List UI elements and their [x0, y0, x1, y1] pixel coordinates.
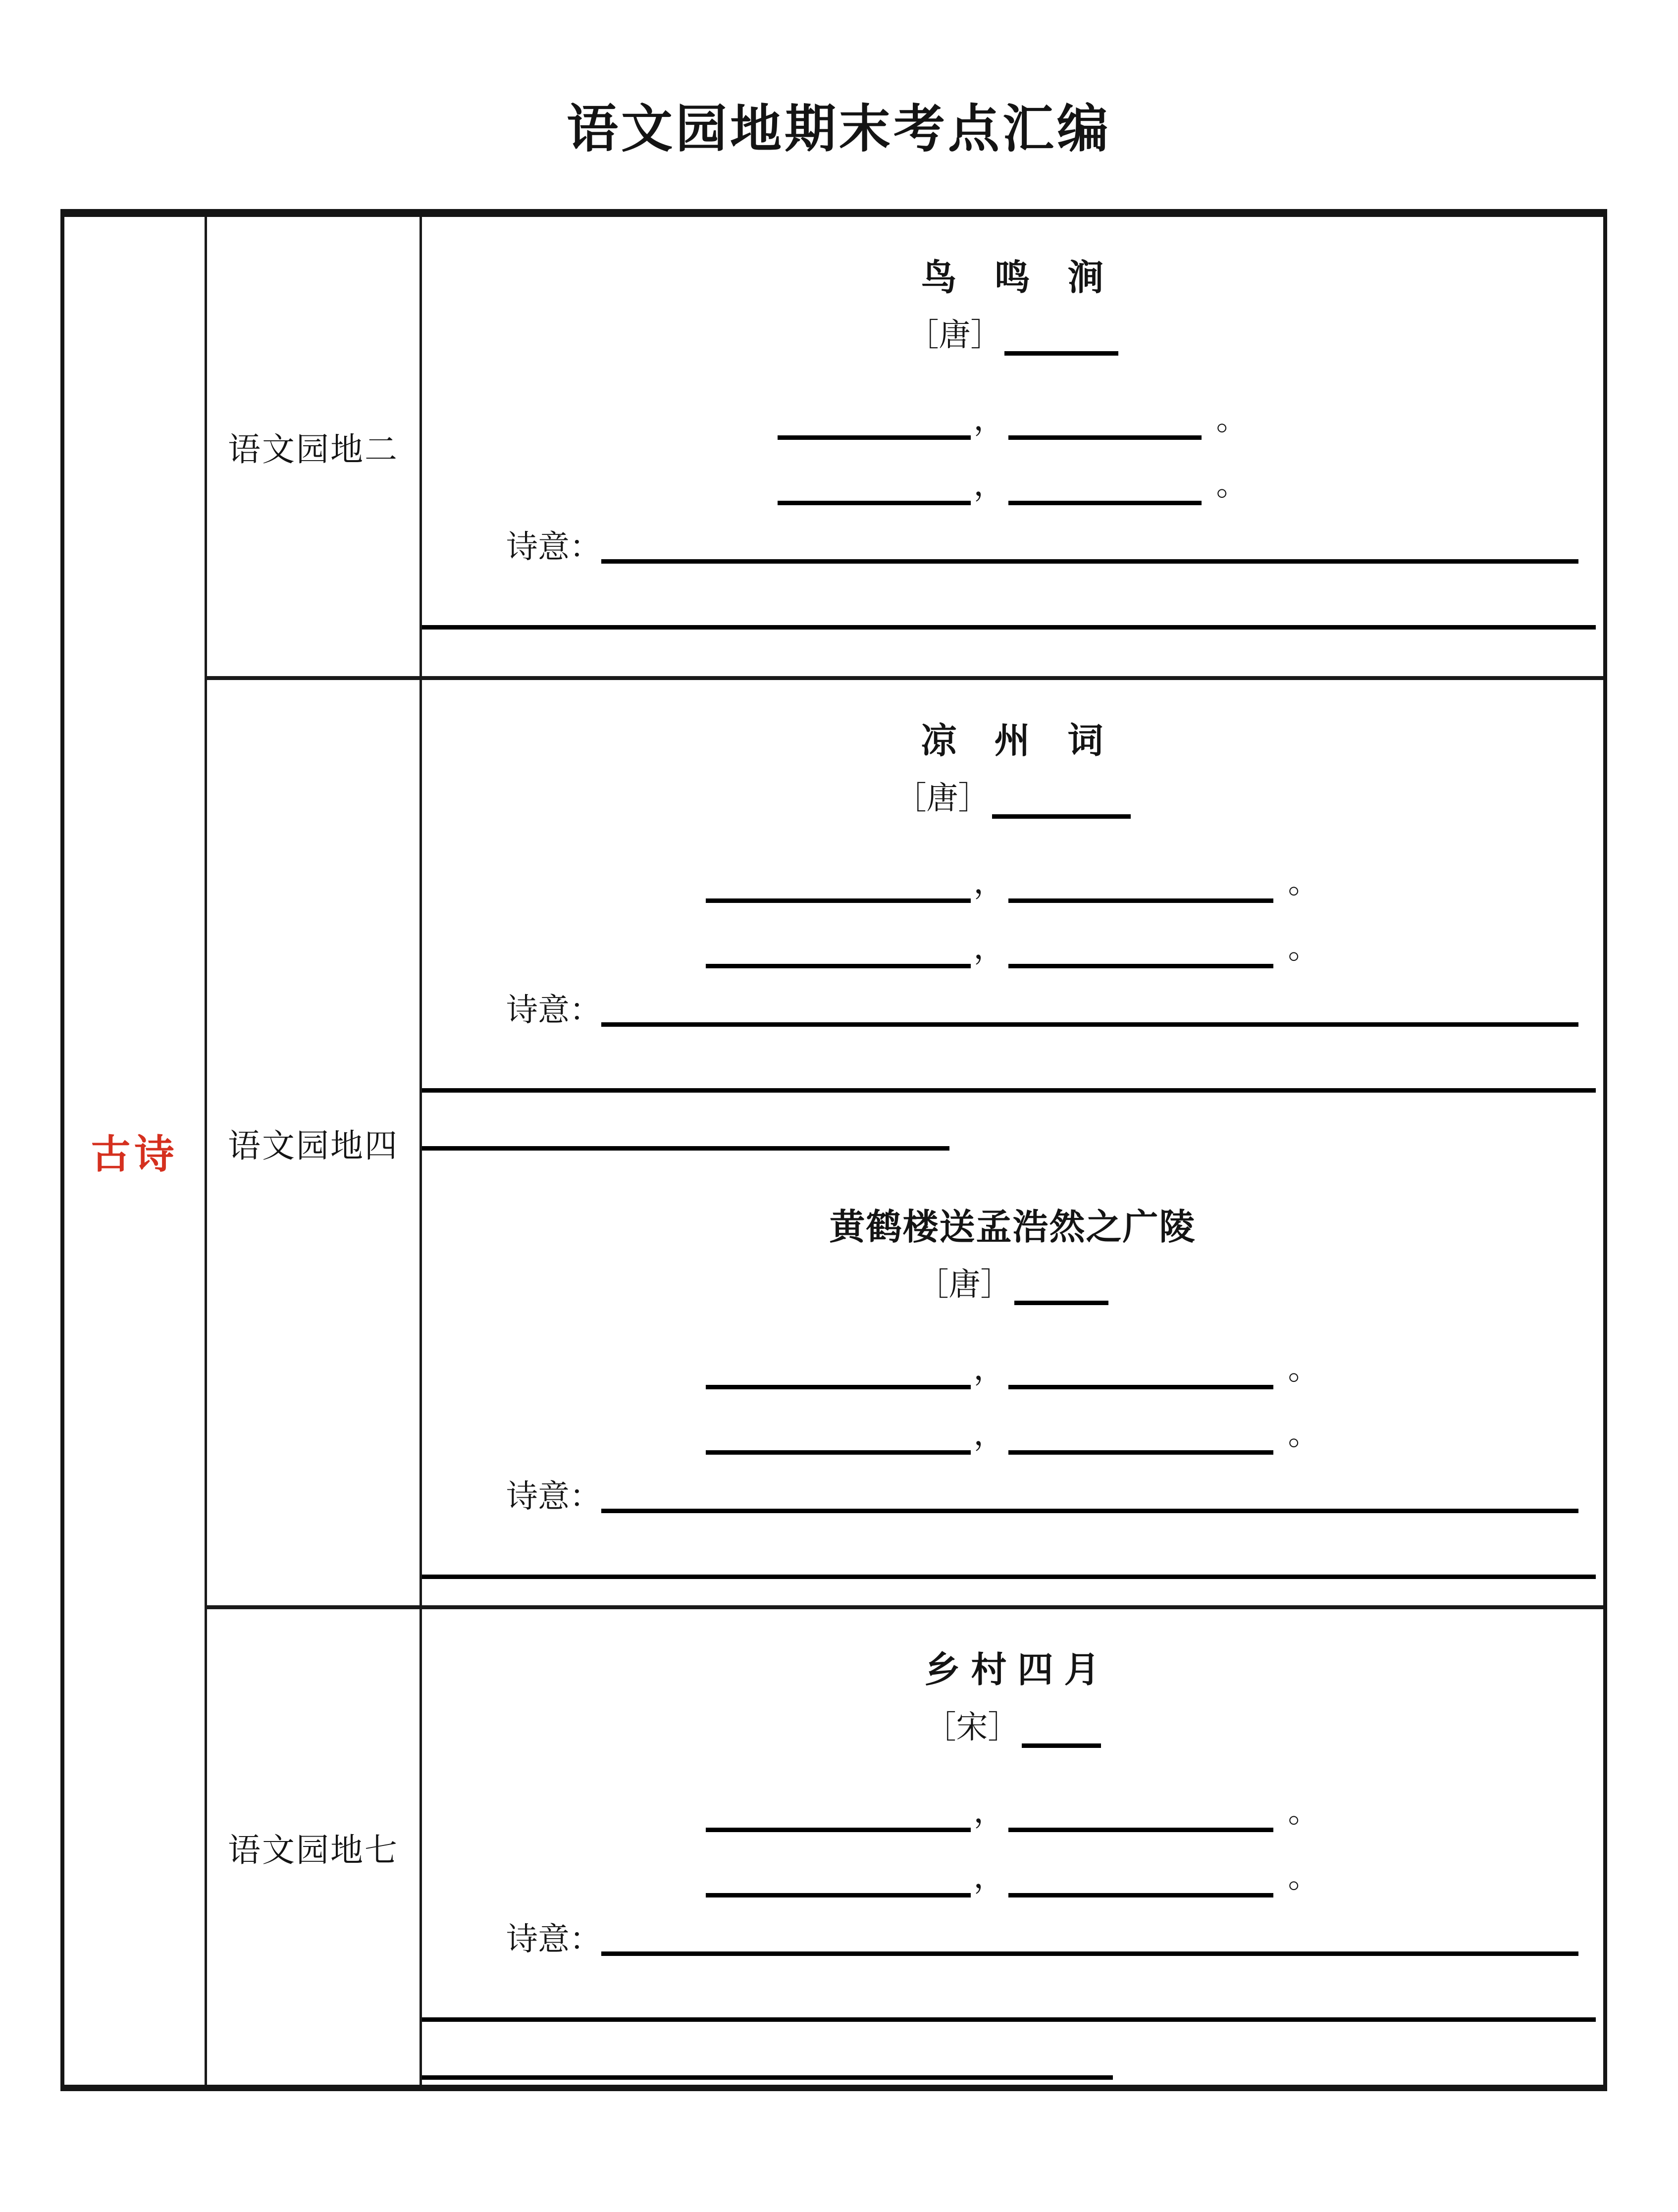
author-dynasty-label: ［唐］ [917, 1267, 1012, 1302]
meaning-continuation-line [422, 625, 1596, 630]
poem-title: 乡 村 四 月 [924, 1650, 1101, 1690]
poem-meaning-row [506, 527, 1578, 568]
meaning-continuation-line [422, 2017, 1596, 2022]
verse-line-1 [422, 399, 1603, 440]
verse-blank-line [778, 403, 971, 440]
verse-blank-line [1008, 866, 1273, 903]
verse-line-1 [422, 1791, 1603, 1832]
comma-mark: ， [973, 1859, 1005, 1895]
unit-label: 语文园地四 [228, 1128, 399, 1164]
author-blank-line [1014, 1268, 1108, 1305]
verse-blank-line [706, 1353, 971, 1389]
unit-cell-yuwenyuandi-7 [207, 1609, 422, 2085]
poem-meaning-label: 诗意： [506, 529, 601, 565]
poem-block-huanghelou [422, 1198, 1603, 1609]
comma-mark: ， [973, 865, 1005, 900]
author-blank-line [1004, 319, 1118, 356]
period-mark: 。 [1288, 1794, 1320, 1829]
verse-blank-line [1008, 469, 1202, 505]
category-cell [64, 217, 207, 2085]
verse-blank-line [1008, 932, 1273, 968]
author-dynasty-label: ［宋］ [924, 1710, 1020, 1745]
period-mark: 。 [1216, 467, 1248, 502]
exam-table [60, 209, 1607, 2091]
verse-blank-line [1008, 1353, 1273, 1389]
period-mark: 。 [1288, 930, 1320, 965]
author-dynasty-label: ［唐］ [907, 317, 1002, 353]
poem-block-liangzhouci [422, 712, 1603, 1151]
verse-blank-line [706, 1861, 971, 1897]
author-line [422, 1264, 1603, 1305]
content-cell-row1 [422, 217, 1603, 680]
unit-cell-yuwenyuandi-4 [207, 680, 422, 1609]
poem-meaning-blank-line [601, 1919, 1578, 1956]
verse-blank-line [706, 1795, 971, 1832]
verse-blank-line [706, 932, 971, 968]
poem-meaning-label: 诗意： [506, 1479, 601, 1514]
comma-mark: ， [973, 930, 1005, 965]
verse-line-2 [422, 465, 1603, 505]
period-mark: 。 [1288, 1859, 1320, 1895]
unit-cell-yuwenyuandi-2 [207, 217, 422, 680]
poem-meaning-label: 诗意： [506, 993, 601, 1028]
meaning-continuation-line [422, 1088, 1596, 1093]
poem-meaning-blank-line [601, 1476, 1578, 1513]
author-blank-line [1022, 1711, 1101, 1748]
poem-meaning-row [506, 990, 1578, 1031]
category-label: 古诗 [91, 1132, 178, 1176]
verse-line-1 [422, 862, 1603, 903]
author-line [422, 778, 1603, 819]
verse-blank-line [706, 866, 971, 903]
author-line [422, 315, 1603, 356]
page-title: 语文园地期末考点汇编 [566, 101, 1111, 158]
author-line [422, 1707, 1603, 1748]
content-cell-row2 [422, 680, 1603, 1609]
verse-line-2 [422, 1414, 1603, 1455]
poem-title: 鸟 鸣 涧 [921, 258, 1104, 298]
verse-blank-line [778, 469, 971, 505]
period-mark: 。 [1216, 402, 1248, 437]
author-dynasty-label: ［唐］ [894, 781, 990, 816]
poem-meaning-row [506, 1919, 1578, 1960]
comma-mark: ， [973, 1794, 1005, 1829]
poem-block-xiangcunsiyue [422, 1641, 1603, 2080]
content-cell-row3 [422, 1609, 1603, 2085]
verse-line-1 [422, 1349, 1603, 1389]
period-mark: 。 [1288, 1417, 1320, 1452]
verse-blank-line [1008, 1861, 1273, 1897]
poem-meaning-label: 诗意： [506, 1922, 601, 1957]
meaning-last-line [422, 2075, 1113, 2080]
unit-label: 语文园地七 [228, 1832, 399, 1869]
verse-blank-line [1008, 1418, 1273, 1455]
period-mark: 。 [1288, 865, 1320, 900]
verse-blank-line [1008, 1795, 1273, 1832]
poem-title: 凉 州 词 [921, 721, 1104, 761]
verse-blank-line [706, 1418, 971, 1455]
poem-meaning-blank-line [601, 990, 1578, 1027]
meaning-last-line [422, 1146, 949, 1151]
comma-mark: ， [973, 402, 1005, 437]
comma-mark: ， [973, 467, 1005, 502]
verse-line-2 [422, 1857, 1603, 1897]
poem-meaning-row [506, 1476, 1578, 1517]
unit-label: 语文园地二 [228, 432, 399, 468]
period-mark: 。 [1288, 1351, 1320, 1386]
verse-blank-line [1008, 403, 1202, 440]
author-blank-line [992, 782, 1131, 819]
poem-meaning-blank-line [601, 527, 1578, 564]
meaning-continuation-line [422, 1575, 1596, 1579]
poem-title: 黄鹤楼送孟浩然之广陵 [829, 1208, 1196, 1247]
comma-mark: ， [973, 1351, 1005, 1386]
comma-mark: ， [973, 1417, 1005, 1452]
poem-block-niaomingjian [422, 249, 1603, 680]
verse-line-2 [422, 928, 1603, 968]
